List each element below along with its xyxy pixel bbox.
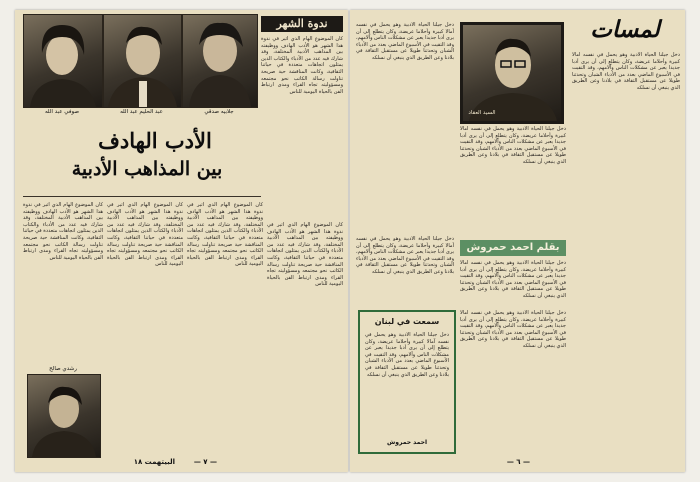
article-column: [460, 260, 566, 304]
portrait-silhouette-icon: [28, 375, 100, 457]
article-column: [356, 22, 454, 232]
page-number: — ٦ —: [506, 458, 530, 466]
photo-singer: [182, 14, 258, 108]
photo-woman: [23, 14, 103, 108]
caption-singer: جلابيه صدقي: [204, 109, 234, 115]
article-body-text: دخل جيلنا الحياة الأدبية وهو يحمل في نفسه آمالا كبيرة وأحلاما عريضة، وكان يتطلع إلى أن يرى أدبا جديدا يعبر عن مشكلات الناس وآلامهم، وقد التقيت في الأسبوع الماضي بعدد من الأدباء الشبان وتحدثنا طويلا عن مستقبل الثقافة في بلادنا وعن الطريق الذي ينبغي أن نسلكه: [365, 332, 449, 378]
portrait-silhouette-icon: [183, 15, 257, 107]
article-body-text: كان الموضوع الهام الذي أثير في ندوة هذا الشهر هو الأدب الهادف ووظيفته بين المذاهب الأدبية المختلفة، وقد شارك فيه عدد من الأدباء والكتاب الذين يمثلون اتجاهات متعددة في حياتنا الثقافية، وكانت المناقشة حية صريحة تناولت رسالة الكاتب نحو مجتمعه ومسؤوليته تجاه القراء ومدى ارتباط الفن بالحياة اليومية للناس: [23, 202, 103, 261]
article-column: [187, 202, 263, 460]
article-column: [460, 126, 566, 236]
article-body-text: دخل جيلنا الحياة الأدبية وهو يحمل في نفسه آمالا كبيرة وأحلاما عريضة، وكان يتطلع إلى أن يرى أدبا جديدا يعبر عن مشكلات الناس وآلامهم، وقد التقيت في الأسبوع الماضي بعدد من الأدباء الشبان وتحدثنا طويلا عن مستقبل الثقافة في بلادنا وعن الطريق الذي ينبغي أن نسلكه: [356, 22, 454, 61]
article-body-text: دخل جيلنا الحياة الأدبية وهو يحمل في نفسه آمالا كبيرة وأحلاما عريضة، وكان يتطلع إلى أن يرى أدبا جديدا يعبر عن مشكلات الناس وآلامهم، وقد التقيت في الأسبوع الماضي بعدد من الأدباء الشبان وتحدثنا طويلا عن مستقبل الثقافة في بلادنا وعن الطريق الذي ينبغي أن نسلكه: [572, 52, 680, 91]
lebanon-box-text: [365, 332, 449, 436]
article-column: [267, 222, 343, 460]
article-body-text: دخل جيلنا الحياة الأدبية وهو يحمل في نفسه آمالا كبيرة وأحلاما عريضة، وكان يتطلع إلى أن يرى أدبا جديدا يعبر عن مشكلات الناس وآلامهم، وقد التقيت في الأسبوع الماضي بعدد من الأدباء الشبان وتحدثنا طويلا عن مستقبل الثقافة في بلادنا وعن الطريق الذي ينبغي أن نسلكه: [460, 126, 566, 165]
article-column: [23, 202, 103, 372]
article-column: [572, 52, 680, 462]
magazine-name: البيتهمت ١٨: [133, 458, 175, 466]
portrait-silhouette-icon: [463, 25, 561, 121]
right-page: [350, 10, 685, 472]
caption-woman: صوفي عبد الله: [44, 109, 80, 115]
page-number: — ٧ —: [193, 458, 217, 466]
article-body-text: كان الموضوع الهام الذي أثير في ندوة هذا الشهر هو الأدب الهادف ووظيفته بين المذاهب الأدبية المختلفة، وقد شارك فيه عدد من الأدباء والكتاب الذين يمثلون اتجاهات متعددة في حياتنا الثقافية، وكانت المناقشة حية صريحة تناولت رسالة الكاتب نحو مجتمعه ومسؤوليته تجاه القراء ومدى ارتباط الفن بالحياة اليومية للناس: [267, 222, 343, 288]
photo-author: [460, 22, 564, 124]
article-column: [261, 36, 343, 216]
lebanon-box-title: سمعت في لبنان: [374, 317, 440, 326]
lebanon-box-signature: احمد حمروش: [386, 439, 428, 446]
left-page: [15, 10, 348, 472]
article-column: [107, 202, 183, 460]
caption-author: السيد العقاد: [468, 110, 496, 116]
article-body-text: دخل جيلنا الحياة الأدبية وهو يحمل في نفسه آمالا كبيرة وأحلاما عريضة، وكان يتطلع إلى أن يرى أدبا جديدا يعبر عن مشكلات الناس وآلامهم، وقد التقيت في الأسبوع الماضي بعدد من الأدباء الشبان وتحدثنا طويلا عن مستقبل الثقافة في بلادنا وعن الطريق الذي ينبغي أن نسلكه: [460, 260, 566, 299]
byline: بقلم احمد حمروش: [460, 240, 566, 256]
lebanon-box: [358, 310, 456, 454]
article-column: [460, 310, 566, 460]
article-body-text: دخل جيلنا الحياة الأدبية وهو يحمل في نفسه آمالا كبيرة وأحلاما عريضة، وكان يتطلع إلى أن يرى أدبا جديدا يعبر عن مشكلات الناس وآلامهم، وقد التقيت في الأسبوع الماضي بعدد من الأدباء الشبان وتحدثنا طويلا عن مستقبل الثقافة في بلادنا وعن الطريق الذي ينبغي أن نسلكه: [356, 236, 454, 275]
caption-writer: عبد الحليم عبد الله: [120, 109, 163, 115]
column-title: لمسات: [590, 16, 660, 43]
headline-line-2: بين المذاهب الأدبية: [71, 158, 223, 180]
photo-writer: [103, 14, 182, 108]
article-body-text: كان الموضوع الهام الذي أثير في ندوة هذا الشهر هو الأدب الهادف ووظيفته بين المذاهب الأدبية المختلفة، وقد شارك فيه عدد من الأدباء والكتاب الذين يمثلون اتجاهات متعددة في حياتنا الثقافية، وكانت المناقشة حية صريحة تناولت رسالة الكاتب نحو مجتمعه ومسؤوليته تجاه القراء ومدى ارتباط الفن بالحياة اليومية للناس: [261, 36, 343, 95]
divider: [23, 196, 261, 197]
photo-rushdi-saleh: [27, 374, 101, 458]
article-body-text: كان الموضوع الهام الذي أثير في ندوة هذا الشهر هو الأدب الهادف ووظيفته بين المذاهب الأدبية المختلفة، وقد شارك فيه عدد من الأدباء والكتاب الذين يمثلون اتجاهات متعددة في حياتنا الثقافية، وكانت المناقشة حية صريحة تناولت رسالة الكاتب نحو مجتمعه ومسؤوليته تجاه القراء ومدى ارتباط الفن بالحياة اليومية للناس: [107, 202, 183, 268]
article-body-text: دخل جيلنا الحياة الأدبية وهو يحمل في نفسه آمالا كبيرة وأحلاما عريضة، وكان يتطلع إلى أن يرى أدبا جديدا يعبر عن مشكلات الناس وآلامهم، وقد التقيت في الأسبوع الماضي بعدد من الأدباء الشبان وتحدثنا طويلا عن مستقبل الثقافة في بلادنا وعن الطريق الذي ينبغي أن نسلكه: [460, 310, 566, 349]
section-title: ندوة الشهر: [261, 16, 343, 32]
headline-line-1: الأدب الهادف: [98, 128, 212, 153]
portrait-silhouette-icon: [104, 15, 181, 107]
caption-rushdi-saleh: رشدي صالح: [49, 366, 77, 372]
article-body-text: كان الموضوع الهام الذي أثير في ندوة هذا الشهر هو الأدب الهادف ووظيفته بين المذاهب الأدبية المختلفة، وقد شارك فيه عدد من الأدباء والكتاب الذين يمثلون اتجاهات متعددة في حياتنا الثقافية، وكانت المناقشة حية صريحة تناولت رسالة الكاتب نحو مجتمعه ومسؤوليته تجاه القراء ومدى ارتباط الفن بالحياة اليومية للناس: [187, 202, 263, 268]
portrait-silhouette-icon: [24, 15, 102, 107]
